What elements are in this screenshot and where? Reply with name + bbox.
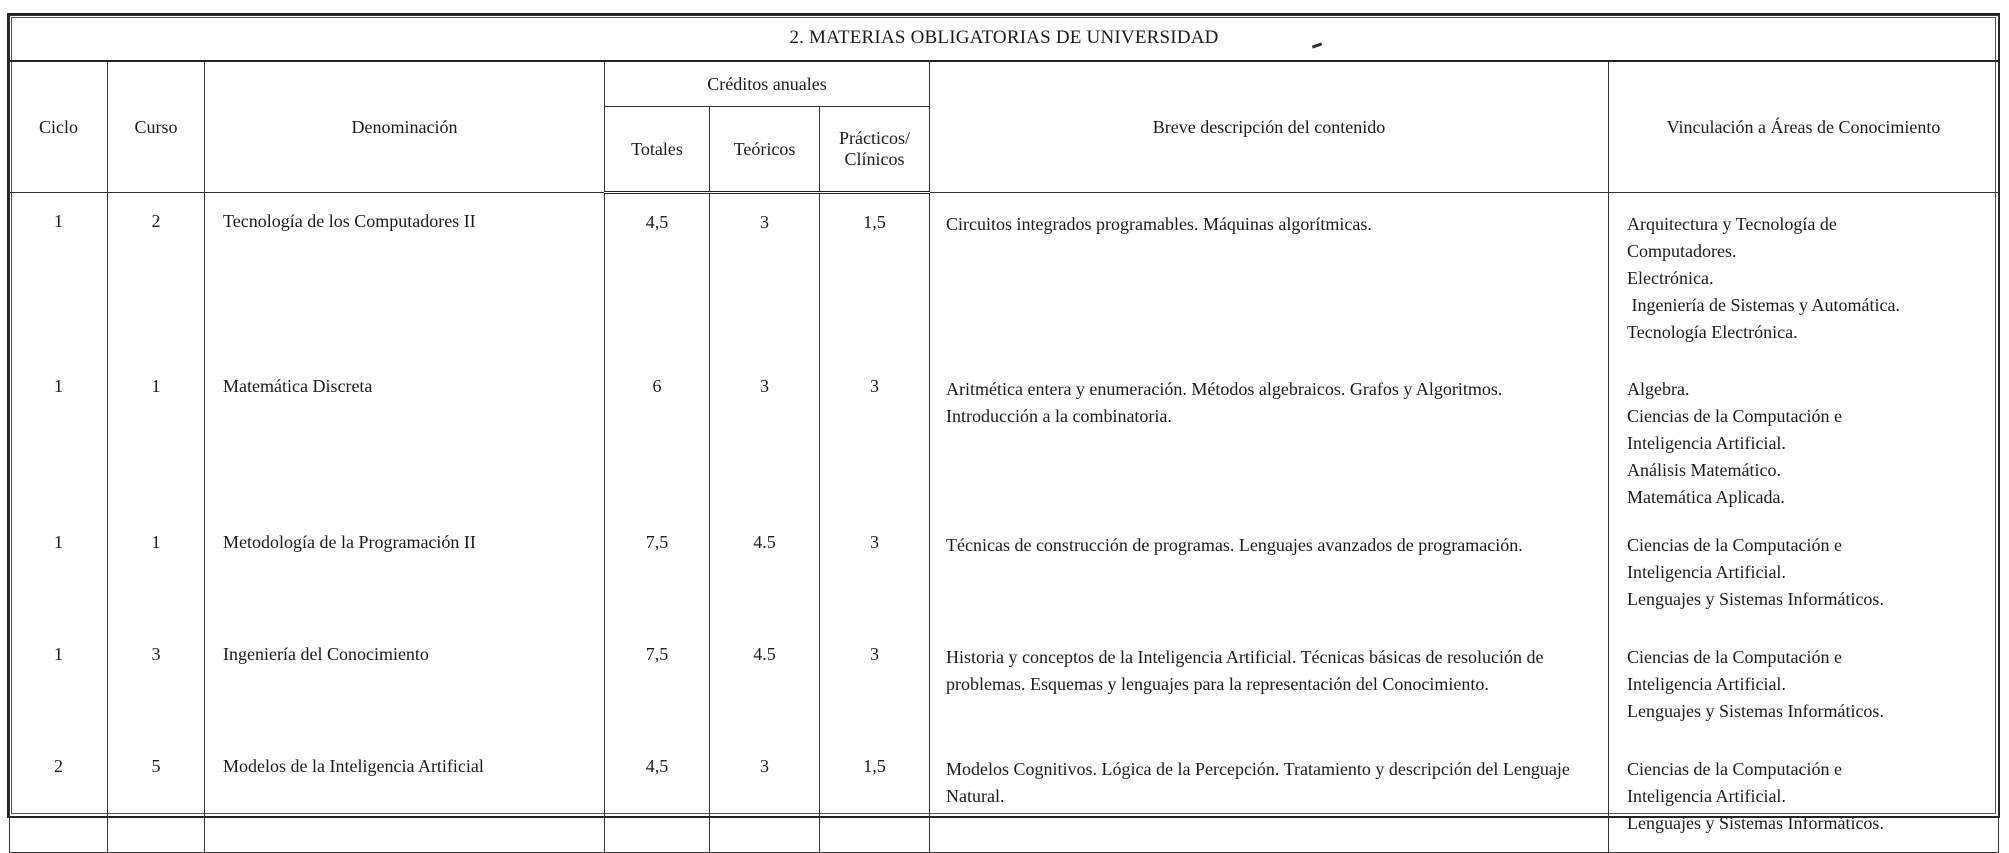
area-line: Análisis Matemático. <box>1627 460 1781 480</box>
cell-curso: 1 <box>108 368 205 524</box>
area-line: Ciencias de la Computación e <box>1627 535 1842 555</box>
cell-curso: 1 <box>108 524 205 636</box>
table-title: 2. MATERIAS OBLIGATORIAS DE UNIVERSIDAD <box>10 16 1999 62</box>
cell-practicos: 1,5 <box>820 193 930 369</box>
area-line: Ciencias de la Computación e <box>1627 406 1842 426</box>
cell-areas <box>1609 524 1999 636</box>
table-row <box>10 524 1999 636</box>
header-totales: Totales <box>605 107 710 193</box>
cell-practicos: 1,5 <box>820 748 930 853</box>
header-creditos-anuales: Créditos anuales <box>605 61 930 107</box>
cell-descripcion: Historia y conceptos de la Inteligencia Artificial. Técnicas básicas de resolución de problemas. Esquemas y lenguajes para la representación del Conocimiento. <box>930 636 1609 748</box>
header-vinculacion: Vinculación a Áreas de Conocimiento <box>1609 61 1999 193</box>
area-line: Inteligencia Artificial. <box>1627 433 1786 453</box>
cell-totales: 6 <box>605 368 710 524</box>
area-line: Tecnología Electrónica. <box>1627 322 1798 342</box>
table-row <box>10 748 1999 853</box>
area-line: Inteligencia Artificial. <box>1627 562 1786 582</box>
table-row <box>10 193 1999 369</box>
cell-denominacion: Metodología de la Programación II <box>205 524 605 636</box>
cell-areas <box>1609 748 1999 853</box>
cell-areas <box>1609 368 1999 524</box>
area-line: Inteligencia Artificial. <box>1627 674 1786 694</box>
cell-practicos: 3 <box>820 636 930 748</box>
header-teoricos: Teóricos <box>710 107 820 193</box>
cell-denominacion: Matemática Discreta <box>205 368 605 524</box>
area-line: Lenguajes y Sistemas Informáticos. <box>1627 589 1884 609</box>
cell-ciclo: 1 <box>10 193 108 369</box>
cell-curso: 3 <box>108 636 205 748</box>
cell-descripcion: Aritmética entera y enumeración. Métodos algebraicos. Grafos y Algoritmos. Introducción a la combinatoria. <box>930 368 1609 524</box>
header-practicos <box>820 107 930 193</box>
cell-teoricos: 4.5 <box>710 636 820 748</box>
area-line: Electrónica. <box>1627 268 1714 288</box>
area-line: Ciencias de la Computación e <box>1627 647 1842 667</box>
area-line: Algebra. <box>1627 379 1690 399</box>
cell-descripcion: Circuitos integrados programables. Máquinas algorítmicas. <box>930 193 1609 369</box>
header-practicos-line1: Prácticos/ <box>839 128 910 148</box>
cell-totales: 4,5 <box>605 193 710 369</box>
header-practicos-line2: Clínicos <box>844 149 905 169</box>
cell-teoricos: 3 <box>710 368 820 524</box>
cell-teoricos: 3 <box>710 748 820 853</box>
cell-practicos: 3 <box>820 368 930 524</box>
cell-ciclo: 1 <box>10 524 108 636</box>
cell-totales: 7,5 <box>605 524 710 636</box>
header-ciclo: Ciclo <box>10 61 108 193</box>
area-line: Arquitectura y Tecnología de <box>1627 214 1837 234</box>
cell-descripcion: Técnicas de construcción de programas. Lenguajes avanzados de programación. <box>930 524 1609 636</box>
cell-denominacion: Ingeniería del Conocimiento <box>205 636 605 748</box>
area-line: Lenguajes y Sistemas Informáticos. <box>1627 813 1884 833</box>
cell-practicos: 3 <box>820 524 930 636</box>
cell-areas <box>1609 193 1999 369</box>
cell-ciclo: 1 <box>10 636 108 748</box>
subjects-table <box>9 15 1999 853</box>
area-line: Ciencias de la Computación e <box>1627 759 1842 779</box>
cell-areas <box>1609 636 1999 748</box>
cell-totales: 4,5 <box>605 748 710 853</box>
cell-teoricos: 4.5 <box>710 524 820 636</box>
header-denominacion: Denominación <box>205 61 605 193</box>
cell-denominacion: Modelos de la Inteligencia Artificial <box>205 748 605 853</box>
header-curso: Curso <box>108 61 205 193</box>
cell-descripcion: Modelos Cognitivos. Lógica de la Percepción. Tratamiento y descripción del Lenguaje Natural. <box>930 748 1609 853</box>
cell-curso: 5 <box>108 748 205 853</box>
area-line: Computadores. <box>1627 241 1737 261</box>
cell-ciclo: 2 <box>10 748 108 853</box>
cell-denominacion: Tecnología de los Computadores II <box>205 193 605 369</box>
area-line: Matemática Aplicada. <box>1627 487 1785 507</box>
header-descripcion: Breve descripción del contenido <box>930 61 1609 193</box>
table-row <box>10 368 1999 524</box>
cell-totales: 7,5 <box>605 636 710 748</box>
cell-ciclo: 1 <box>10 368 108 524</box>
cell-teoricos: 3 <box>710 193 820 369</box>
cell-curso: 2 <box>108 193 205 369</box>
area-line: Inteligencia Artificial. <box>1627 786 1786 806</box>
area-line: Lenguajes y Sistemas Informáticos. <box>1627 701 1884 721</box>
area-line: Ingeniería de Sistemas y Automática. <box>1627 295 1900 315</box>
table-row <box>10 636 1999 748</box>
